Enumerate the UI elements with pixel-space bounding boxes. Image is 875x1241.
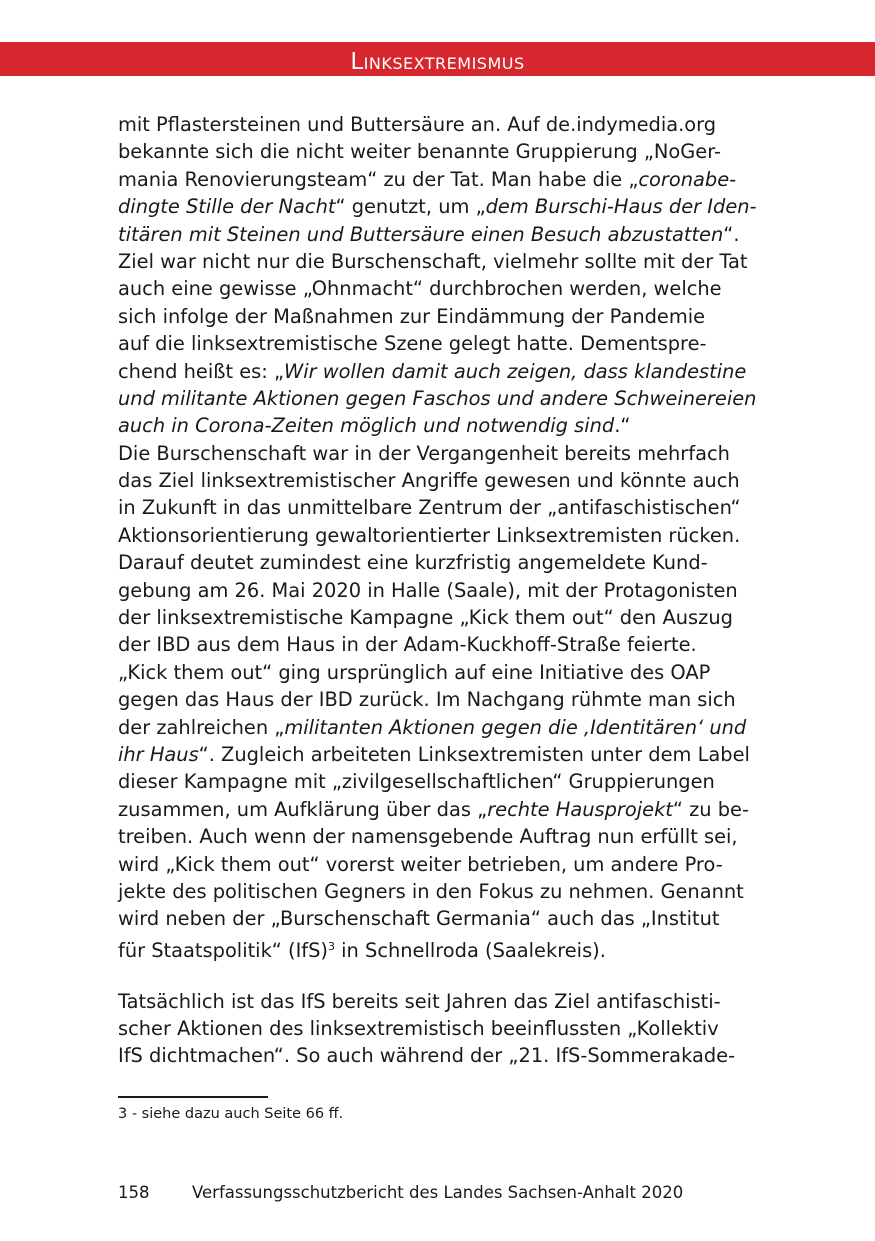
text-line xyxy=(118,714,760,741)
text-line xyxy=(118,768,760,795)
text-line xyxy=(118,412,760,439)
quoted-text: Wir wollen damit auch zeigen, dass klandestine xyxy=(284,359,747,383)
text-run: chend heißt es: „ xyxy=(118,359,285,383)
quoted-text: rechte Hausprojekt xyxy=(487,797,673,821)
text-run: Darauf deutet zumindest eine kurzfristig angemeldete Kund- xyxy=(118,551,708,575)
text-line xyxy=(118,358,760,385)
text-line xyxy=(118,275,760,302)
text-run: Die Burschenschaft war in der Vergangenheit bereits mehrfach xyxy=(118,441,730,465)
text-line xyxy=(118,796,760,823)
text-run: wird neben der „Burschenschaft Germania“ auch das „Institut xyxy=(118,907,720,931)
text-run: “. Zugleich arbeiteten Linksextremisten unter dem Label xyxy=(198,742,750,766)
text-line xyxy=(118,905,760,932)
text-run: „Kick them out“ ging ursprünglich auf eine Initiative des OAP xyxy=(118,660,711,684)
paragraph-gap xyxy=(118,960,760,987)
footnote-ref: 3 xyxy=(328,939,335,953)
text-run: der IBD aus dem Haus in der Adam-Kuckhoff-Straße feierte. xyxy=(118,633,697,657)
footnote-divider xyxy=(118,1096,268,1098)
quoted-text: dem Burschi-Haus der Iden- xyxy=(485,195,757,219)
text-line xyxy=(118,467,760,494)
text-line xyxy=(118,823,760,850)
text-run: “. xyxy=(723,222,740,246)
text-line xyxy=(118,193,760,220)
text-line xyxy=(118,604,760,631)
text-run: treiben. Auch wenn der namensgebende Auftrag nun erfüllt sei, xyxy=(118,825,738,849)
text-run: bekannte sich die nicht weiter benannte Gruppierung „NoGer- xyxy=(118,140,721,164)
text-line xyxy=(118,494,760,521)
text-run: auf die linksextremistische Szene gelegt hatte. Dementspre- xyxy=(118,332,707,356)
text-line xyxy=(118,385,760,412)
text-line xyxy=(118,933,760,960)
text-line xyxy=(118,1015,760,1042)
quoted-text: ihr Haus xyxy=(118,742,199,766)
text-run: jekte des politischen Gegners in den Fokus zu nehmen. Genannt xyxy=(118,879,744,903)
footnote: 3 - siehe dazu auch Seite 66 ff. xyxy=(118,1106,344,1122)
text-line xyxy=(118,138,760,165)
text-run: sich infolge der Maßnahmen zur Eindämmung der Pandemie xyxy=(118,304,706,328)
header-bar xyxy=(0,42,875,76)
quoted-text: dingte Stille der Nacht xyxy=(118,195,336,219)
text-run: mit Pflastersteinen und Buttersäure an. Auf de.indymedia.org xyxy=(118,113,717,136)
text-run: Tatsächlich ist das IfS bereits seit Jahren das Ziel antifaschisti- xyxy=(118,989,721,1013)
text-line xyxy=(118,741,760,768)
text-line xyxy=(118,248,760,275)
text-run: mania Renovierungsteam“ zu der Tat. Man habe die „ xyxy=(118,167,639,191)
text-line xyxy=(118,440,760,467)
text-run: wird „Kick them out“ vorerst weiter betrieben, um andere Pro- xyxy=(118,852,723,876)
text-line xyxy=(118,631,760,658)
quoted-text: und militante Aktionen gegen Faschos und andere Schweinereien xyxy=(118,386,757,410)
text-run: in Schnellroda (Saalekreis). xyxy=(335,938,606,962)
text-run: gebung am 26. Mai 2020 in Halle (Saale), mit der Protagonisten xyxy=(118,578,738,602)
quoted-text: coronabe- xyxy=(638,167,737,191)
text-run: für Staatspolitik“ (IfS) xyxy=(118,938,328,962)
text-line xyxy=(118,851,760,878)
text-line xyxy=(118,1042,760,1069)
footer-title: Verfassungsschutzbericht des Landes Sachsen-Anhalt 2020 xyxy=(192,1183,684,1202)
quoted-text: militanten Aktionen gegen die ‚Identitären‘ und xyxy=(284,715,747,739)
text-run: das Ziel linksextremistischer Angriffe gewesen und könnte auch xyxy=(118,469,740,493)
text-run: der linksextremistische Kampagne „Kick them out“ den Auszug xyxy=(118,606,733,630)
text-line xyxy=(118,303,760,330)
text-run: in Zukunft in das unmittelbare Zentrum der „antifaschistischen“ xyxy=(118,496,741,520)
text-line xyxy=(118,221,760,248)
section-title: Linksextremismus xyxy=(350,49,525,75)
text-line xyxy=(118,878,760,905)
text-line xyxy=(118,988,760,1015)
text-run: IfS dichtmachen“. So auch während der „21. IfS-Sommerakade- xyxy=(118,1044,736,1068)
quoted-text: titären mit Steinen und Buttersäure einen Besuch abzustatten xyxy=(118,222,724,246)
text-run: Aktionsorientierung gewaltorientierter Linksextremisten rücken. xyxy=(118,523,741,547)
text-line xyxy=(118,686,760,713)
body-text xyxy=(118,111,760,1070)
text-run: der zahlreichen „ xyxy=(118,715,285,739)
text-run: zusammen, um Aufklärung über das „ xyxy=(118,797,488,821)
text-line xyxy=(118,549,760,576)
text-run: .“ xyxy=(614,414,631,438)
text-run: scher Aktionen des linksextremistisch beeinflussten „Kollektiv xyxy=(118,1016,719,1040)
quoted-text: auch in Corona-Zeiten möglich und notwendig sind xyxy=(118,414,615,438)
text-line xyxy=(118,577,760,604)
text-run: gegen das Haus der IBD zurück. Im Nachgang rühmte man sich xyxy=(118,688,736,712)
text-run: “ zu be- xyxy=(672,797,749,821)
text-line xyxy=(118,166,760,193)
text-line xyxy=(118,111,760,138)
text-line xyxy=(118,330,760,357)
text-line xyxy=(118,659,760,686)
text-run: dieser Kampagne mit „zivilgesellschaftlichen“ Gruppierungen xyxy=(118,770,715,794)
text-run: “ genutzt, um „ xyxy=(335,195,486,219)
text-run: auch eine gewisse „Ohnmacht“ durchbrochen werden, welche xyxy=(118,277,722,301)
text-run: Ziel war nicht nur die Burschenschaft, vielmehr sollte mit der Tat xyxy=(118,249,748,273)
page-number: 158 xyxy=(118,1183,150,1202)
text-line xyxy=(118,522,760,549)
